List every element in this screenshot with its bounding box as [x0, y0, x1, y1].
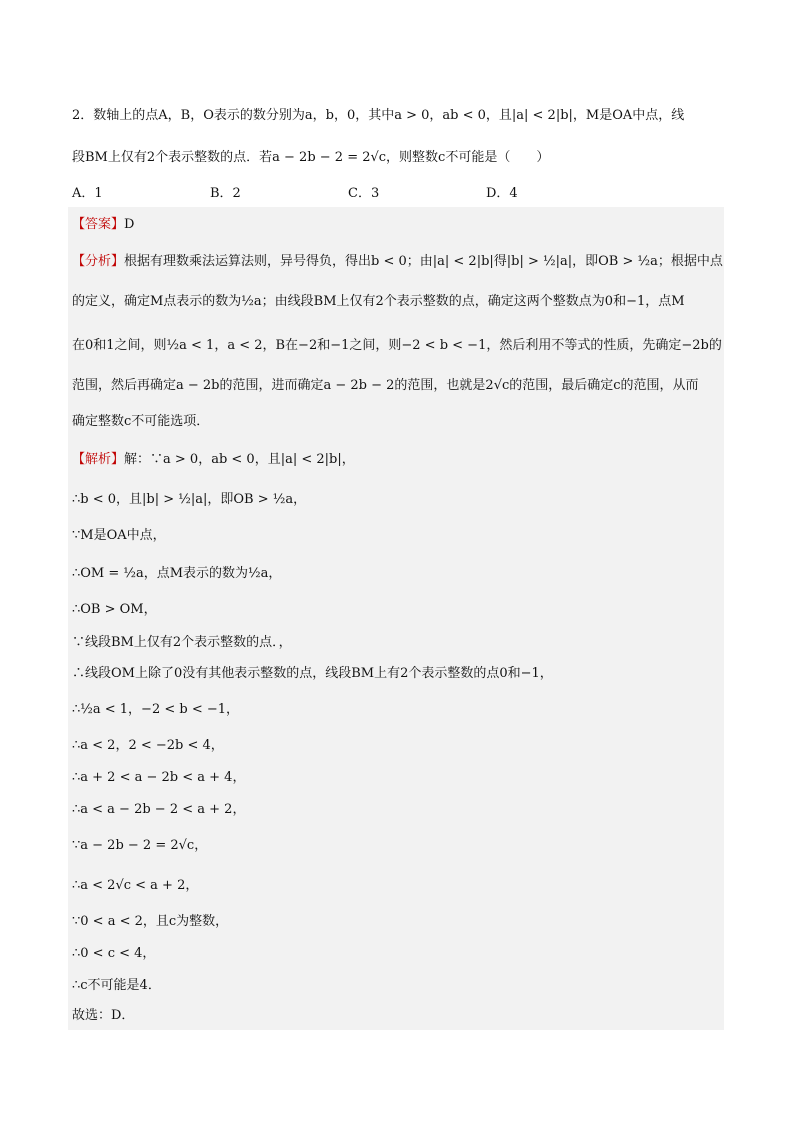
answer-row	[72, 215, 134, 235]
solution-line: ∵0 < a < 2，且c为整数，	[72, 914, 229, 929]
solution-first: 解：∵a > 0，ab < 0，且|a| < 2|b|，	[124, 452, 355, 467]
solution-line: ∵M是OA中点，	[72, 528, 166, 543]
analysis-text: 根据有理数乘法运算法则，异号得负，得出b < 0；由|a| < 2|b|得|b| > ½|a|，即OB > ½a；根据中点	[124, 254, 723, 269]
solution-line: ∴a < 2√c < a + 2，	[72, 878, 199, 893]
analysis-line-5: 确定整数c不可能选项．	[72, 414, 210, 429]
solution-line: ∵a − 2b − 2 = 2√c，	[72, 838, 208, 853]
option-a: A．1	[72, 186, 103, 201]
analysis-line-1	[72, 252, 723, 272]
analysis-line-4: 范围，然后再确定a − 2b的范围，进而确定a − 2b − 2的范围，也就是2√c的范围，最后确定c的范围，从而	[72, 378, 699, 393]
answer-value: D	[124, 217, 135, 232]
solution-line: ∴a < 2，2 < −2b < 4，	[72, 738, 224, 753]
question-line-2: 段BM上仅有2个表示整数的点．若a − 2b − 2 = 2√c，则整数c不可能是（ ）	[72, 150, 550, 165]
option-b: B．2	[210, 186, 241, 201]
answer-tag: 【答案】	[72, 217, 125, 232]
solution-line: ∵线段BM上仅有2个表示整数的点．，	[72, 635, 292, 650]
solution-line: ∴b < 0，且|b| > ½|a|，即OB > ½a，	[72, 492, 307, 507]
solution-line: ∴a + 2 < a − 2b < a + 4，	[72, 770, 246, 785]
solution-line: ∴OB > OM，	[72, 602, 157, 617]
solution-line: ∴c不可能是4．	[72, 978, 161, 993]
solution-line-1	[72, 450, 355, 470]
solution-line: ∴a < a − 2b − 2 < a + 2，	[72, 802, 246, 817]
question-line-1: 2．数轴上的点A，B，O表示的数分别为a，b，0，其中a > 0，ab < 0，且|a| < 2|b|，M是OA中点，线	[72, 108, 685, 123]
option-c: C．3	[348, 186, 380, 201]
analysis-line-3: 在0和1之间，则½a < 1，a < 2，B在−2和−1之间，则−2 < b < −1，然后利用不等式的性质，先确定−2b的	[72, 338, 722, 353]
solution-line: ∴½a < 1，−2 < b < −1，	[72, 702, 240, 717]
solution-line: ∴线段OM上除了0没有其他表示整数的点，线段BM上有2个表示整数的点0和−1，	[72, 666, 553, 681]
solution-panel	[68, 207, 724, 1030]
analysis-tag: 【分析】	[72, 254, 125, 269]
solution-line: 故选：D．	[72, 1008, 135, 1023]
analysis-line-2: 的定义，确定M点表示的数为½a；由线段BM上仅有2个表示整数的点，确定这两个整数点为0和−1，点M	[72, 294, 685, 309]
solution-line: ∴OM = ½a，点M表示的数为½a，	[72, 566, 282, 581]
option-d: D．4	[486, 186, 518, 201]
solution-line: ∴0 < c < 4，	[72, 946, 156, 961]
solution-tag: 【解析】	[72, 452, 125, 467]
